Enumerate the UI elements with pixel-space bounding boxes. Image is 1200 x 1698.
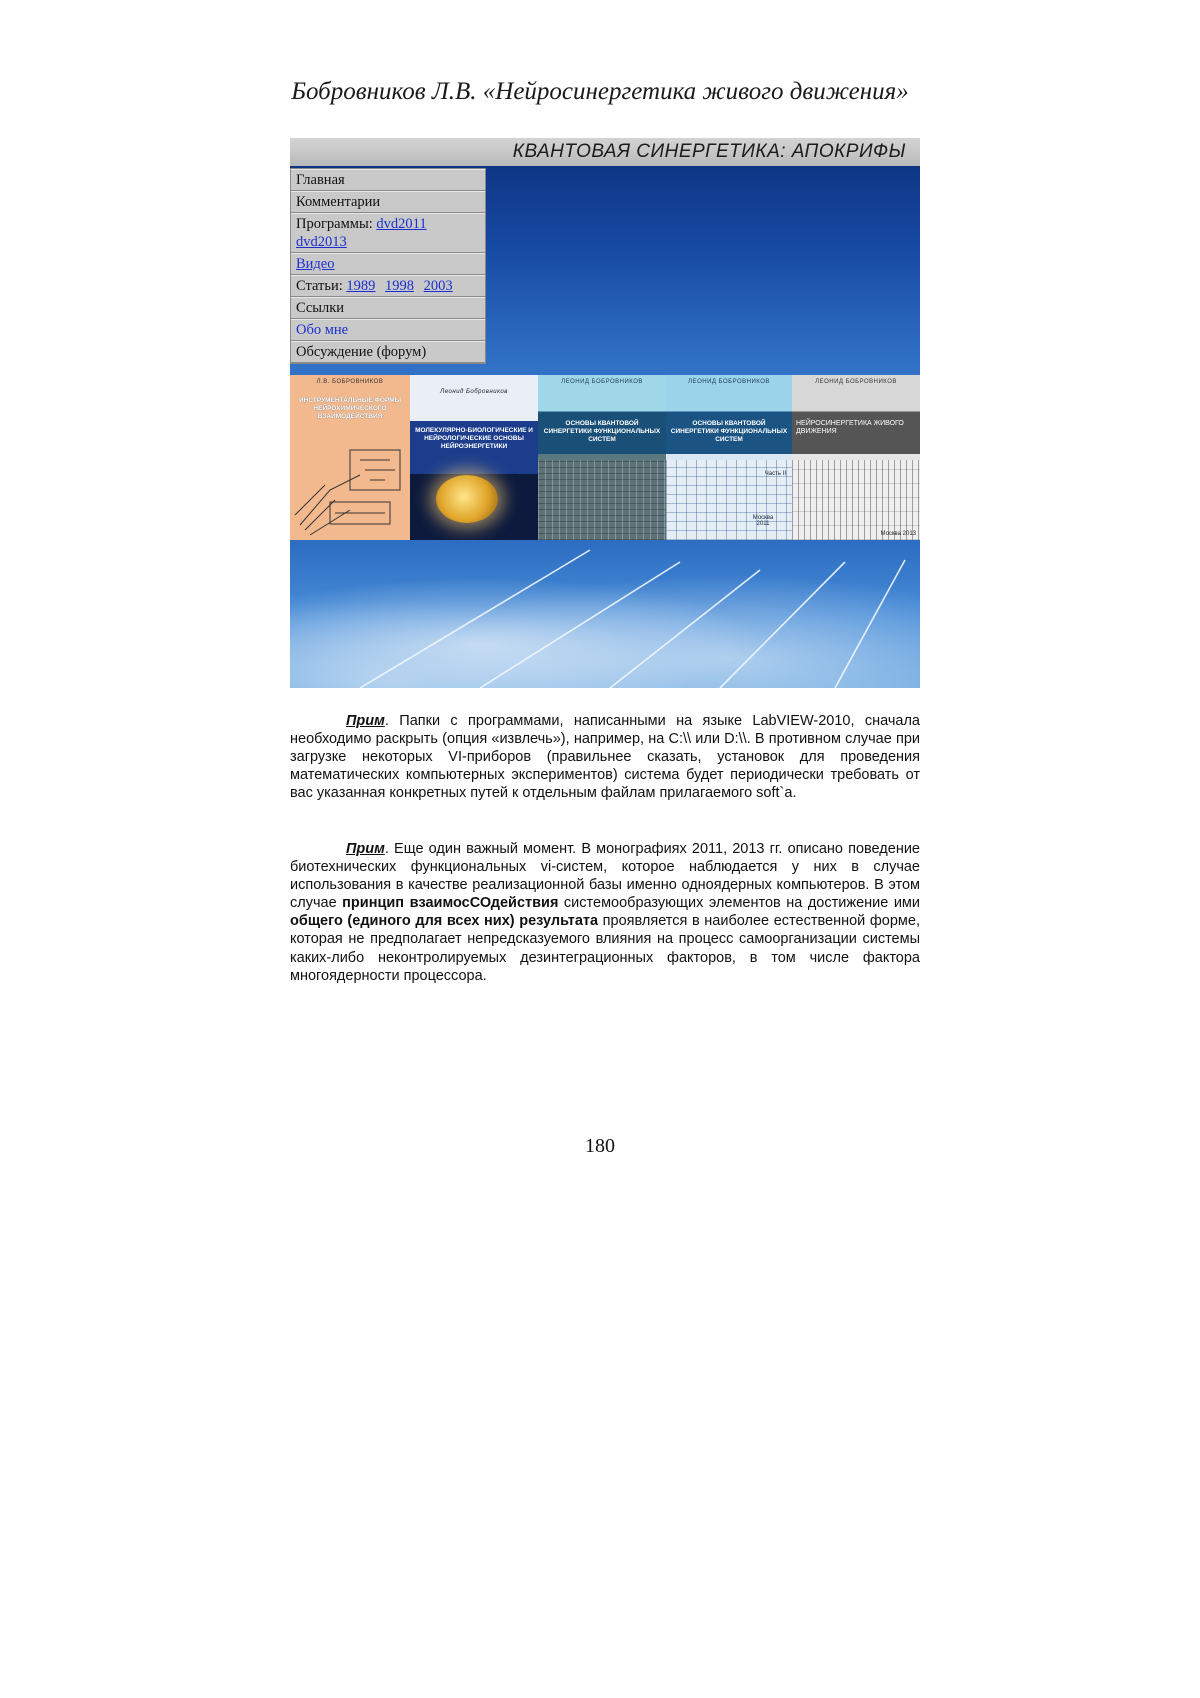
menu-item-links[interactable]: Ссылки [291, 297, 485, 319]
article-2003-link[interactable]: 2003 [423, 278, 453, 294]
emphasis-text: принцип взаимосСОдействия [342, 895, 559, 912]
book-cover[interactable] [290, 375, 410, 540]
book-author: ЛЕОНИД БОБРОВНИКОВ [815, 379, 897, 385]
graphs-image [792, 460, 920, 540]
programs-label: Программы: [296, 216, 373, 232]
dvd2011-link[interactable]: dvd2011 [376, 216, 427, 232]
light-rays-icon [290, 540, 920, 688]
book-place: Москва 2011 [752, 515, 774, 527]
book-title: МОЛЕКУЛЯРНО-БИОЛОГИЧЕСКИЕ И НЕЙРОЛОГИЧЕСКИЕ ОСНОВЫ НЕЙРОЭНЕРГЕТИКИ [415, 427, 533, 450]
menu-item-comments[interactable]: Комментарии [291, 191, 485, 213]
note-paragraph-1 [290, 712, 920, 802]
website-screenshot [290, 138, 920, 688]
book-title: ОСНОВЫ КВАНТОВОЙ СИНЕРГЕТИКИ ФУНКЦИОНАЛЬНЫХ СИСТЕМ [670, 420, 788, 443]
neuron-diagram-icon [290, 430, 410, 540]
book-place: Москва 2013 [880, 531, 916, 537]
book-cover[interactable] [410, 375, 538, 540]
menu-item-about [291, 319, 485, 341]
book-author: ЛЕОНИД БОБРОВНИКОВ [688, 379, 770, 385]
articles-label: Статьи: [296, 278, 343, 294]
menu-item-video [291, 253, 485, 275]
emphasis-text: общего (единого для всех них) результата [290, 913, 599, 930]
site-menu [290, 168, 486, 364]
prim-label: Прим [346, 713, 385, 729]
note-paragraph-2 [290, 840, 920, 985]
book-cover[interactable] [792, 375, 920, 540]
book-title: НЕЙРОСИНЕРГЕТИКА ЖИВОГО ДВИЖЕНИЯ [796, 420, 904, 435]
page-number: 180 [585, 1135, 615, 1157]
book-author: Л.В. БОБРОВНИКОВ [316, 379, 384, 385]
book-title: ИНСТРУМЕНТАЛЬНЫЕ ФОРМЫ НЕЙРОХИМИЧЕСКОГО ВЗАИМОДЕЙСТВИЯ [298, 397, 401, 420]
book-title: ОСНОВЫ КВАНТОВОЙ СИНЕРГЕТИКИ ФУНКЦИОНАЛЬНЫХ СИСТЕМ [543, 420, 661, 443]
sky-rays-background [290, 540, 920, 688]
article-1998-link[interactable]: 1998 [385, 278, 415, 294]
site-title: КВАНТОВАЯ СИНЕРГЕТИКА: АПОКРИФЫ [290, 138, 920, 166]
about-link[interactable]: Обо мне [296, 322, 349, 338]
dvd2013-link[interactable]: dvd2013 [296, 234, 347, 250]
book-part: Часть II [764, 471, 786, 477]
menu-item-articles [291, 275, 485, 297]
book-cover[interactable] [538, 375, 666, 540]
circuit-board-image [538, 460, 666, 540]
book-covers [290, 375, 920, 540]
menu-item-forum[interactable]: Обсуждение (форум) [291, 341, 485, 363]
menu-item-home[interactable]: Главная [291, 169, 485, 191]
note-text: системообразующих элементов на достижение ими [558, 895, 920, 912]
video-link[interactable]: Видео [296, 256, 335, 272]
brain-image [436, 475, 498, 523]
note-text: проявляется в наиболее естественной форме, которая не предполагает непредсказуемого влияния на процесс самоорганизации системы каких-либо неконтролируемых дезинтеграционных факторов, в том числе фактора многоядерности процессора. [290, 913, 920, 984]
book-cover[interactable] [666, 375, 792, 540]
menu-item-programs [291, 213, 485, 253]
running-header: Бобровников Л.В. «Нейросинергетика живого движения» [291, 78, 909, 105]
note-text: . Папки с программами, написанными на языке LabVIEW-2010, сначала необходимо раскрыть (опция «извлечь»), например, на C:\\ или D:\\. В противном случае при загрузке некоторых VI-приборов (правильнее сказать, установок для проведения математических компьютерных экспериментов) система будет периодически требовать от вас указанная конкретных путей к отдельным файлам прилагаемого soft`a. [290, 713, 920, 802]
prim-label: Прим [346, 841, 385, 857]
book-author: Леонид Бобровников [440, 389, 508, 395]
note-text: . Еще один важный момент. В монографиях 2011, 2013 гг. описано поведение биотехнических функциональных vi-систем, которое наблюдается у них в случае использования в качестве реализационной базы именно одноядерных компьютеров. В этом случае [290, 841, 920, 912]
article-1989-link[interactable]: 1989 [346, 278, 376, 294]
book-author: ЛЕОНИД БОБРОВНИКОВ [561, 379, 643, 385]
